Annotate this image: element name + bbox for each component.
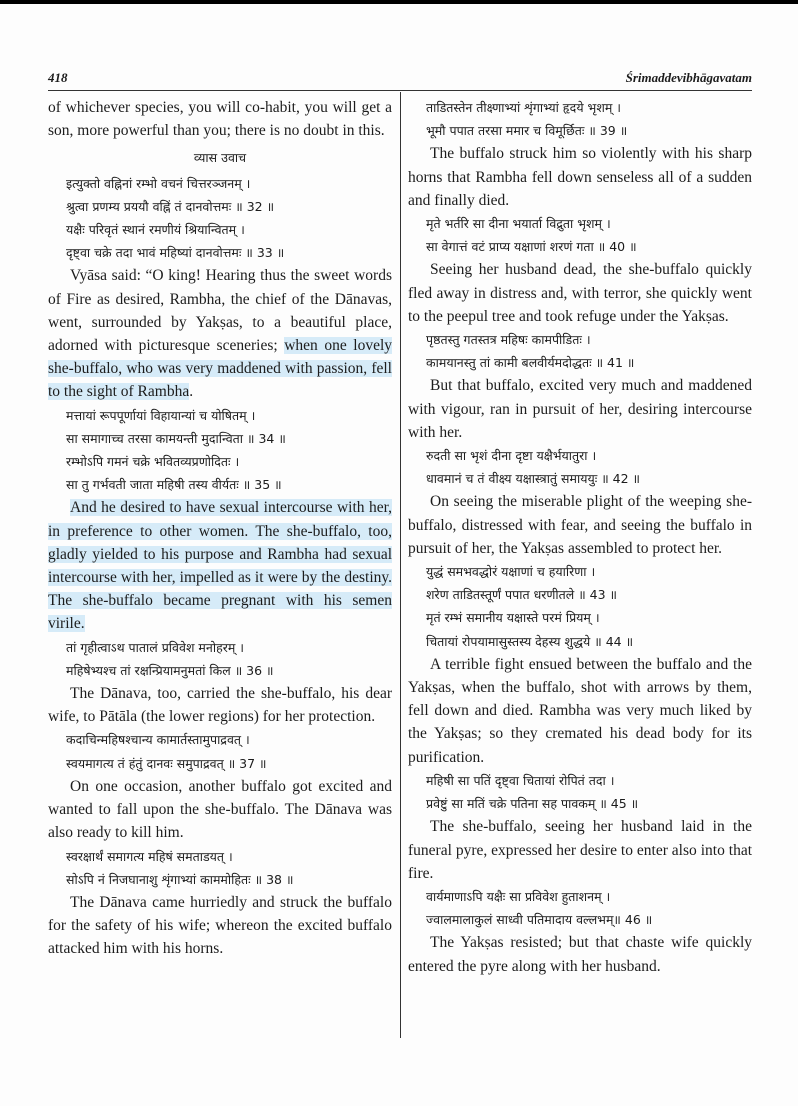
verse-line: रुदती सा भृशं दीना दृष्टा यक्षैर्भयातुरा । <box>426 448 597 464</box>
left-column <box>48 96 392 961</box>
verse-line: धावमानं च तं वीक्ष्य यक्षास्त्रातुं समाययुः ॥ 42 ॥ <box>426 471 641 487</box>
verse-line: मृतं रम्भं समानीय यक्षास्ते परमं प्रियम् । <box>426 610 600 626</box>
paragraph-text: . <box>189 383 194 401</box>
right-paragraph-1: The buffalo struck him so violently with his sharp horns that Rambha fell down senseless all of a sudden and finally died. <box>408 145 752 209</box>
verse-line: कामयानस्तु तां कामी बलवीर्यमदोद्धतः ॥ 41 ॥ <box>426 355 635 371</box>
right-paragraph-5: A terrible fight ensued between the buffalo and the Yakṣas, when the buffalo, shot with arrows by them, fell down and died. Rambha was very much liked by the Yakṣas; so they cremated his dead body for its purification. <box>408 655 752 766</box>
highlighted-text: And he desired to have sexual intercourse with her, in preference to other women. The she-buffalo, too, gladly yielded to his purpose and Rambha had sexual intercourse with her, impelled as it were by the destiny. The she-buffalo became pregnant with his semen virile. <box>48 499 392 633</box>
verse-line: वार्यमाणाऽपि यक्षैः सा प्रविवेश हुताशनम् । <box>426 888 611 904</box>
highlighted-text: when one lovely she-buffalo, who was very maddened with passion, fell to the sight of Rambha <box>48 337 393 401</box>
right-paragraph-3: But that buffalo, excited very much and maddened with vigour, ran in pursuit of her, desiring intercourse with her. <box>408 377 752 441</box>
left-paragraph-5: On one occasion, another buffalo got excited and wanted to fall upon the she-buffalo. The Dānava was also ready to kill him. <box>48 777 392 842</box>
verse-line: प्रवेष्टुं सा मतिं चक्रे पतिना सह पावकम् ॥ 45 ॥ <box>426 796 639 812</box>
page-number: 418 <box>48 70 68 85</box>
right-paragraph-2: Seeing her husband dead, the she-buffalo quickly fled away in distress and, with terror, she quickly went to the peepul tree and took refuge under the Yakṣas. <box>408 261 752 325</box>
verse-line: शरेण ताडितस्तूर्णं पपात धरणीतले ॥ 43 ॥ <box>426 587 618 603</box>
paragraph-text: Vyāsa said: “O king! Hearing thus the sweet words of Fire as desired, Rambha, the chief of the Dānavas, went, surrounded by Yakṣas, to a beautiful place, adorned with picturesque sceneries; <box>48 267 392 355</box>
left-paragraph-1: of whichever species, you will co-habit, you will get a son, more powerful than you; there is no doubt in this. <box>48 99 392 140</box>
verse-line: यक्षैः परिवृतं स्थानं रमणीयं श्रियान्वितम् । <box>66 222 245 238</box>
verse-line: सा समागाच्च तरसा कामयन्ती मुदान्विता ॥ 34 ॥ <box>66 430 286 446</box>
left-paragraph-3 <box>48 496 392 635</box>
verse-line: मत्तायां रूपपूर्णायां विहायान्यां च योषितम् । <box>66 407 256 423</box>
verse-line: दृष्ट्वा चक्रे तदा भावं महिष्यां दानवोत्तमः ॥ 33 ॥ <box>66 245 285 261</box>
verse-line: महिषेभ्यश्च तां रक्षन्प्रियामनुमतां किल ॥ 36 ॥ <box>66 662 274 678</box>
verse-line: तां गृहीत्वाऽथ पातालं प्रविवेश मनोहरम् । <box>66 639 245 655</box>
header-rule <box>48 90 752 91</box>
left-paragraph-4: The Dānava, too, carried the she-buffalo, his dear wife, to Pātāla (the lower regions) for her protection. <box>48 685 392 726</box>
verse-line: युद्धं समभवद्धोरं यक्षाणां च हयारिणा । <box>426 564 596 580</box>
speaker-heading: व्यास उवाच <box>193 150 247 166</box>
verse-line: ताडितस्तेन तीक्ष्णाभ्यां शृंगाभ्यां हृदये भृशम् । <box>426 100 622 115</box>
verse-line: श्रुत्वा प्रणम्य प्रययौ वह्निं तं दानवोत्तमः ॥ 32 ॥ <box>66 198 275 214</box>
verse-line: ज्वालमालाकुलं साध्वी पतिमादाय वल्लभम्॥ 46 ॥ <box>426 912 653 928</box>
page-header <box>48 70 752 88</box>
right-paragraph-7: The Yakṣas resisted; but that chaste wife quickly entered the pyre along with her husband. <box>408 934 752 975</box>
verse-line: सोऽपि नं निजघानाशु शृंगाभ्यां काममोहितः ॥ 38 ॥ <box>66 871 294 887</box>
left-paragraph-6: The Dānava came hurriedly and struck the buffalo for the safety of his wife; whereon the excited buffalo attacked him with his horns. <box>48 893 392 958</box>
book-title: Śrimaddevibhāgavatam <box>625 70 752 85</box>
verse-line: चितायां रोपयामासुस्तस्य देहस्य शुद्धये ॥ 44 ॥ <box>426 633 634 649</box>
verse-line: भूमौ पपात तरसा ममार च विमूर्छितः ॥ 39 ॥ <box>426 123 628 139</box>
right-paragraph-4: On seeing the miserable plight of the weeping she-buffalo, distressed with fear, and seeing the buffalo in pursuit of her, the Yakṣas assembled to protect her. <box>408 493 752 557</box>
verse-line: महिषी सा पतिं दृष्ट्वा चितायां रोपितं तदा । <box>426 772 615 788</box>
verse-line: सा वेगात्तं वटं प्राप्य यक्षाणां शरणं गता ॥ 40 ॥ <box>426 239 637 255</box>
right-column <box>408 96 752 978</box>
top-border <box>0 0 798 4</box>
verse-line: कदाचिन्महिषश्चान्य कामार्तस्तामुपाद्रवत् । <box>66 732 250 748</box>
column-divider <box>400 92 401 1038</box>
verse-line: पृष्ठतस्तु गतस्तत्र महिषः कामपीडितः । <box>426 332 591 348</box>
verse-line: स्वयमागत्य तं हंतुं दानवः समुपाद्रवत् ॥ 37 ॥ <box>66 755 267 771</box>
verse-line: इत्युक्तो वह्निनां रम्भो वचनं चित्तरञ्जनम् । <box>66 175 251 191</box>
left-paragraph-2 <box>48 264 392 403</box>
verse-line: स्वरक्षार्थं समागत्य महिषं समताडयत् । <box>66 848 233 864</box>
right-paragraph-6: The she-buffalo, seeing her husband laid in the funeral pyre, expressed her desire to enter also into that fire. <box>408 818 752 882</box>
verse-line: सा तु गर्भवती जाता महिषी तस्य वीर्यतः ॥ 35 ॥ <box>66 477 282 493</box>
verse-line: मृते भर्तरि सा दीना भयार्ता विद्रुता भृशम् । <box>426 216 611 232</box>
verse-line: रम्भोऽपि गमनं चक्रे भवितव्यप्रणोदितः । <box>66 454 240 470</box>
